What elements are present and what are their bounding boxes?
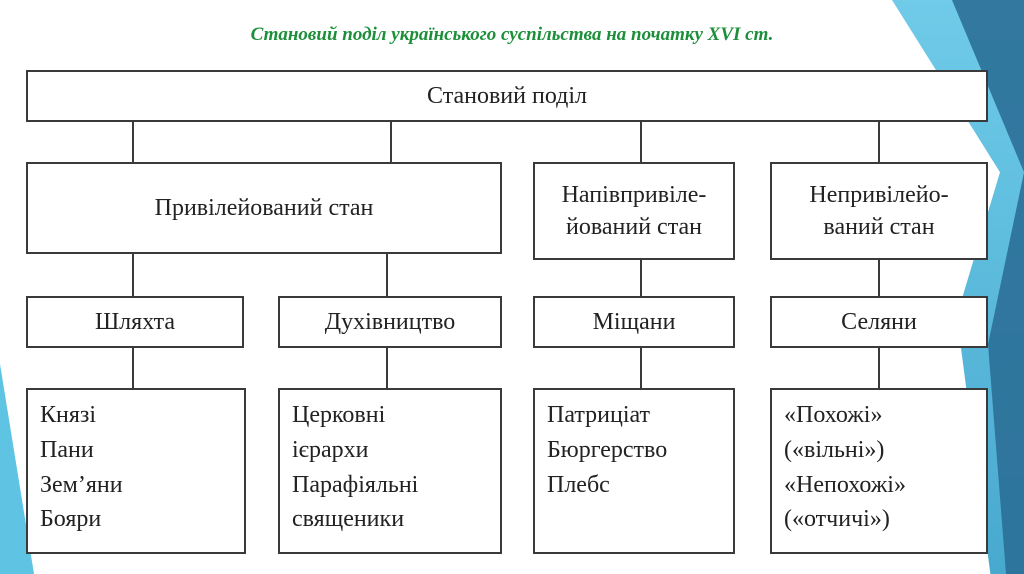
connector-line (878, 120, 880, 164)
connector-line (132, 346, 134, 390)
list-item: ієрархи (292, 436, 369, 463)
gentry-box (26, 296, 244, 348)
connector-line (132, 252, 134, 296)
list-item: Патриціат (547, 402, 651, 428)
clergy-label: Духівництво (324, 308, 456, 335)
non-privileged-label-line2: ваний стан (823, 214, 935, 240)
list-item: Церковні (292, 402, 386, 428)
non-privileged-estate-box (770, 162, 988, 260)
peasants-box (770, 296, 988, 348)
list-item: Зем’яни (40, 471, 123, 498)
root-box (26, 70, 988, 122)
gentry-members-box (26, 388, 246, 554)
connector-line (640, 258, 642, 296)
non-privileged-label-line1: Непривілейо- (809, 181, 949, 208)
root-label: Становий поділ (427, 82, 587, 109)
list-item: Плебс (547, 471, 610, 498)
list-item: Бояри (40, 506, 102, 533)
connector-line (640, 120, 642, 164)
connector-line (878, 346, 880, 390)
connector-line (386, 252, 388, 296)
list-item: Бюргерство (547, 436, 668, 463)
clergy-box (278, 296, 502, 348)
list-item: («вільні») (784, 436, 885, 463)
list-item: Парафіяльні (292, 471, 419, 498)
privileged-estate-label: Привілейований стан (154, 194, 374, 221)
list-item: священики (292, 506, 405, 533)
connector-line (640, 346, 642, 390)
peasants-label: Селяни (841, 308, 917, 335)
clergy-members-box (278, 388, 502, 554)
list-item: Пани (40, 436, 94, 463)
peasants-members-box (770, 388, 988, 554)
privileged-estate-box (26, 162, 502, 254)
semi-privileged-label-line2: йований стан (566, 214, 702, 240)
list-item: Князі (40, 402, 97, 428)
connector-line (878, 258, 880, 296)
semi-privileged-label-line1: Напівпривіле- (561, 181, 707, 208)
list-item: «Непохожі» (784, 471, 906, 498)
gentry-label: Шляхта (94, 308, 176, 335)
connector-line (386, 346, 388, 390)
townspeople-box (533, 296, 735, 348)
connector-line (132, 120, 134, 164)
townspeople-members-box (533, 388, 735, 554)
townspeople-label: Міщани (592, 308, 676, 335)
semi-privileged-estate-box (533, 162, 735, 260)
list-item: «Похожі» (784, 402, 883, 428)
slide-title: Становий поділ українського суспільства на початку XVI ст. (250, 24, 774, 45)
connector-line (390, 120, 392, 164)
list-item: («отчичі») (784, 506, 890, 533)
